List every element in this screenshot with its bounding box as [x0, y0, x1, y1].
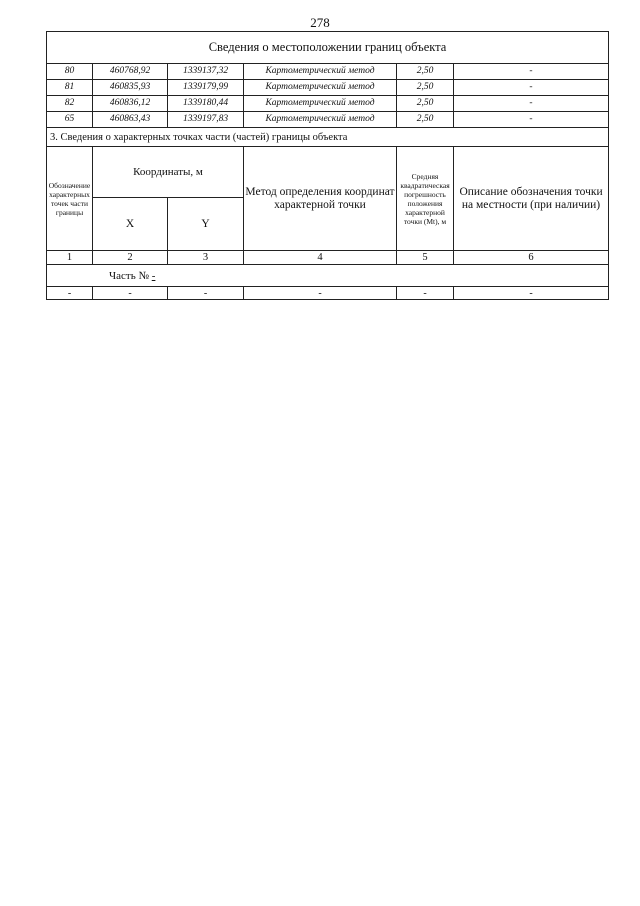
- cell: -: [244, 287, 397, 300]
- column-number: 6: [454, 251, 609, 265]
- page-number: 278: [310, 15, 330, 30]
- method: Картометрический метод: [244, 80, 397, 96]
- description: -: [454, 80, 609, 96]
- point-id: 82: [47, 96, 93, 112]
- table-row: [47, 64, 609, 80]
- column-number: 5: [397, 251, 454, 265]
- header-method: Метод определения координат характерной точки: [244, 147, 397, 251]
- column-numbers-row: [47, 251, 609, 265]
- accuracy: 2,50: [397, 96, 454, 112]
- column-number: 3: [168, 251, 244, 265]
- coord-x: 460836,12: [93, 96, 168, 112]
- part-label: Часть №: [109, 269, 149, 282]
- coord-y: 1339137,32: [168, 64, 244, 80]
- header-description: Описание обозначения точки на местности (при наличии): [454, 147, 609, 251]
- header-coordinates: Координаты, м: [93, 147, 244, 198]
- method: Картометрический метод: [244, 112, 397, 128]
- table-row: [47, 96, 609, 112]
- table-row: [47, 112, 609, 128]
- coord-y: 1339180,44: [168, 96, 244, 112]
- coord-x: 460835,93: [93, 80, 168, 96]
- column-number: 4: [244, 251, 397, 265]
- point-id: 81: [47, 80, 93, 96]
- header-point-label: Обозначение характерных точек части границы: [47, 147, 93, 251]
- cell: -: [168, 287, 244, 300]
- part-row: [47, 265, 609, 287]
- cell: -: [397, 287, 454, 300]
- column-number: 2: [93, 251, 168, 265]
- header-accuracy: Средняя квадратическая погрешность положения характерной точки (Mt), м: [397, 147, 454, 251]
- coord-x: 460863,43: [93, 112, 168, 128]
- accuracy: 2,50: [397, 80, 454, 96]
- part-number: -: [151, 269, 156, 282]
- description: -: [454, 96, 609, 112]
- coord-y: 1339179,99: [168, 80, 244, 96]
- cell: -: [454, 287, 609, 300]
- description: -: [454, 112, 609, 128]
- section-title: Сведения о местоположении границ объекта: [47, 32, 609, 64]
- cell: -: [47, 287, 93, 300]
- description: -: [454, 64, 609, 80]
- header-y: Y: [168, 198, 244, 251]
- point-id: 65: [47, 112, 93, 128]
- header-x: X: [93, 198, 168, 251]
- column-number: 1: [47, 251, 93, 265]
- accuracy: 2,50: [397, 112, 454, 128]
- section3-title: 3. Сведения о характерных точках части (частей) границы объекта: [47, 128, 609, 147]
- method: Картометрический метод: [244, 96, 397, 112]
- point-id: 80: [47, 64, 93, 80]
- coord-y: 1339197,83: [168, 112, 244, 128]
- boundary-table: [46, 31, 609, 300]
- table-row: [47, 287, 609, 300]
- table-row: [47, 80, 609, 96]
- method: Картометрический метод: [244, 64, 397, 80]
- cell: -: [93, 287, 168, 300]
- coord-x: 460768,92: [93, 64, 168, 80]
- accuracy: 2,50: [397, 64, 454, 80]
